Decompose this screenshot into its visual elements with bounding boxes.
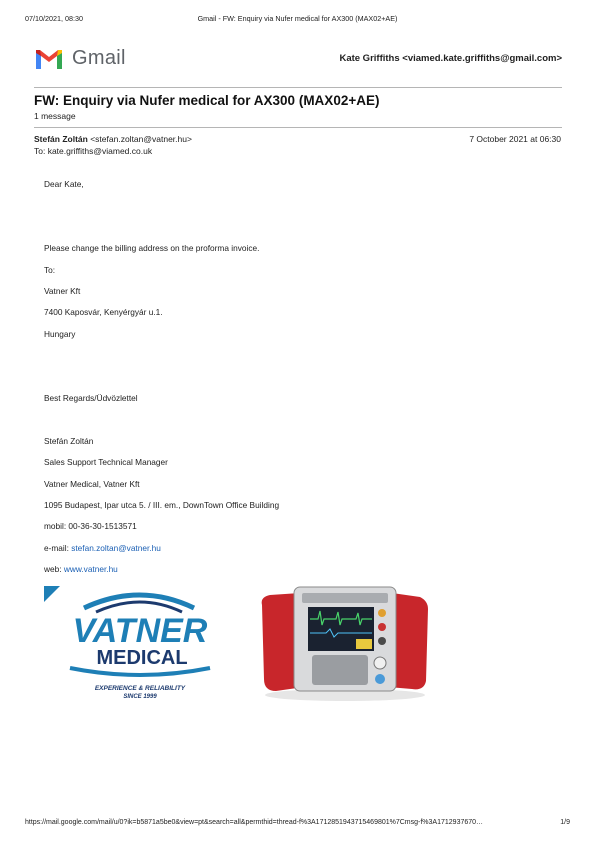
logo-vatner-text: VATNER (72, 612, 208, 650)
body-request: Please change the billing address on the proforma invoice. (44, 243, 260, 253)
logo-medical-text: MEDICAL (96, 647, 188, 669)
message-date: 7 October 2021 at 06:30 (469, 134, 561, 144)
body-company: Vatner Kft (44, 286, 81, 296)
sender-name: Stefán Zoltán (34, 134, 88, 144)
divider (34, 87, 562, 88)
logo-tagline: EXPERIENCE & RELIABILITY (94, 685, 186, 692)
signature-web-label: web: (44, 564, 64, 574)
message-recipient: To: kate.griffiths@viamed.co.uk (34, 146, 153, 156)
account-name: Kate Griffiths <viamed.kate.griffiths@gmail.com> (339, 53, 562, 64)
signature-email-row (44, 543, 161, 553)
footer-url: https://mail.google.com/mail/u/0?ik=b5871a5be0&view=pt&search=all&permthid=thread-f%3A1712851943715469801%7Cmsg-f%3A1712937670… (25, 819, 484, 826)
message-sender (34, 134, 192, 144)
body-to-label: To: (44, 265, 56, 275)
signature-web-row (44, 564, 118, 574)
signature-mobile: mobil: 00-36-30-1513571 (44, 521, 137, 531)
logo-since: SINCE 1999 (123, 694, 157, 700)
sender-email: <stefan.zoltan@vatner.hu> (90, 134, 192, 144)
body-regards: Best Regards/Üdvözlettel (44, 393, 138, 403)
print-title: Gmail - FW: Enquiry via Nufer medical for AX300 (MAX02+AE) (197, 14, 398, 23)
thread-subject: FW: Enquiry via Nufer medical for AX300 (MAX02+AE) (34, 93, 380, 108)
signature-name: Stefán Zoltán (44, 436, 94, 446)
signature-email-link[interactable]: stefan.zoltan@vatner.hu (71, 543, 161, 553)
body-country: Hungary (44, 329, 76, 339)
signature-address: 1095 Budapest, Ipar utca 5. / III. em., DownTown Office Building (44, 500, 280, 510)
defibrillator-image (256, 583, 434, 703)
divider (34, 127, 562, 128)
body-address: 7400 Kaposvár, Kenyérgyár u.1. (44, 307, 163, 317)
signature-title: Sales Support Technical Manager (44, 457, 168, 467)
signature-company: Vatner Medical, Vatner Kft (44, 479, 140, 489)
print-header (25, 14, 570, 26)
signature-web-link[interactable]: www.vatner.hu (63, 564, 118, 574)
print-datetime: 07/10/2021, 08:30 (25, 14, 83, 23)
footer-page-number: 1/9 (560, 819, 570, 826)
signature-email-label: e-mail: (44, 543, 72, 553)
body-greeting: Dear Kate, (44, 179, 84, 189)
vatner-medical-logo (44, 586, 236, 702)
message-count: 1 message (34, 111, 76, 121)
gmail-wordmark: Gmail (72, 47, 126, 69)
